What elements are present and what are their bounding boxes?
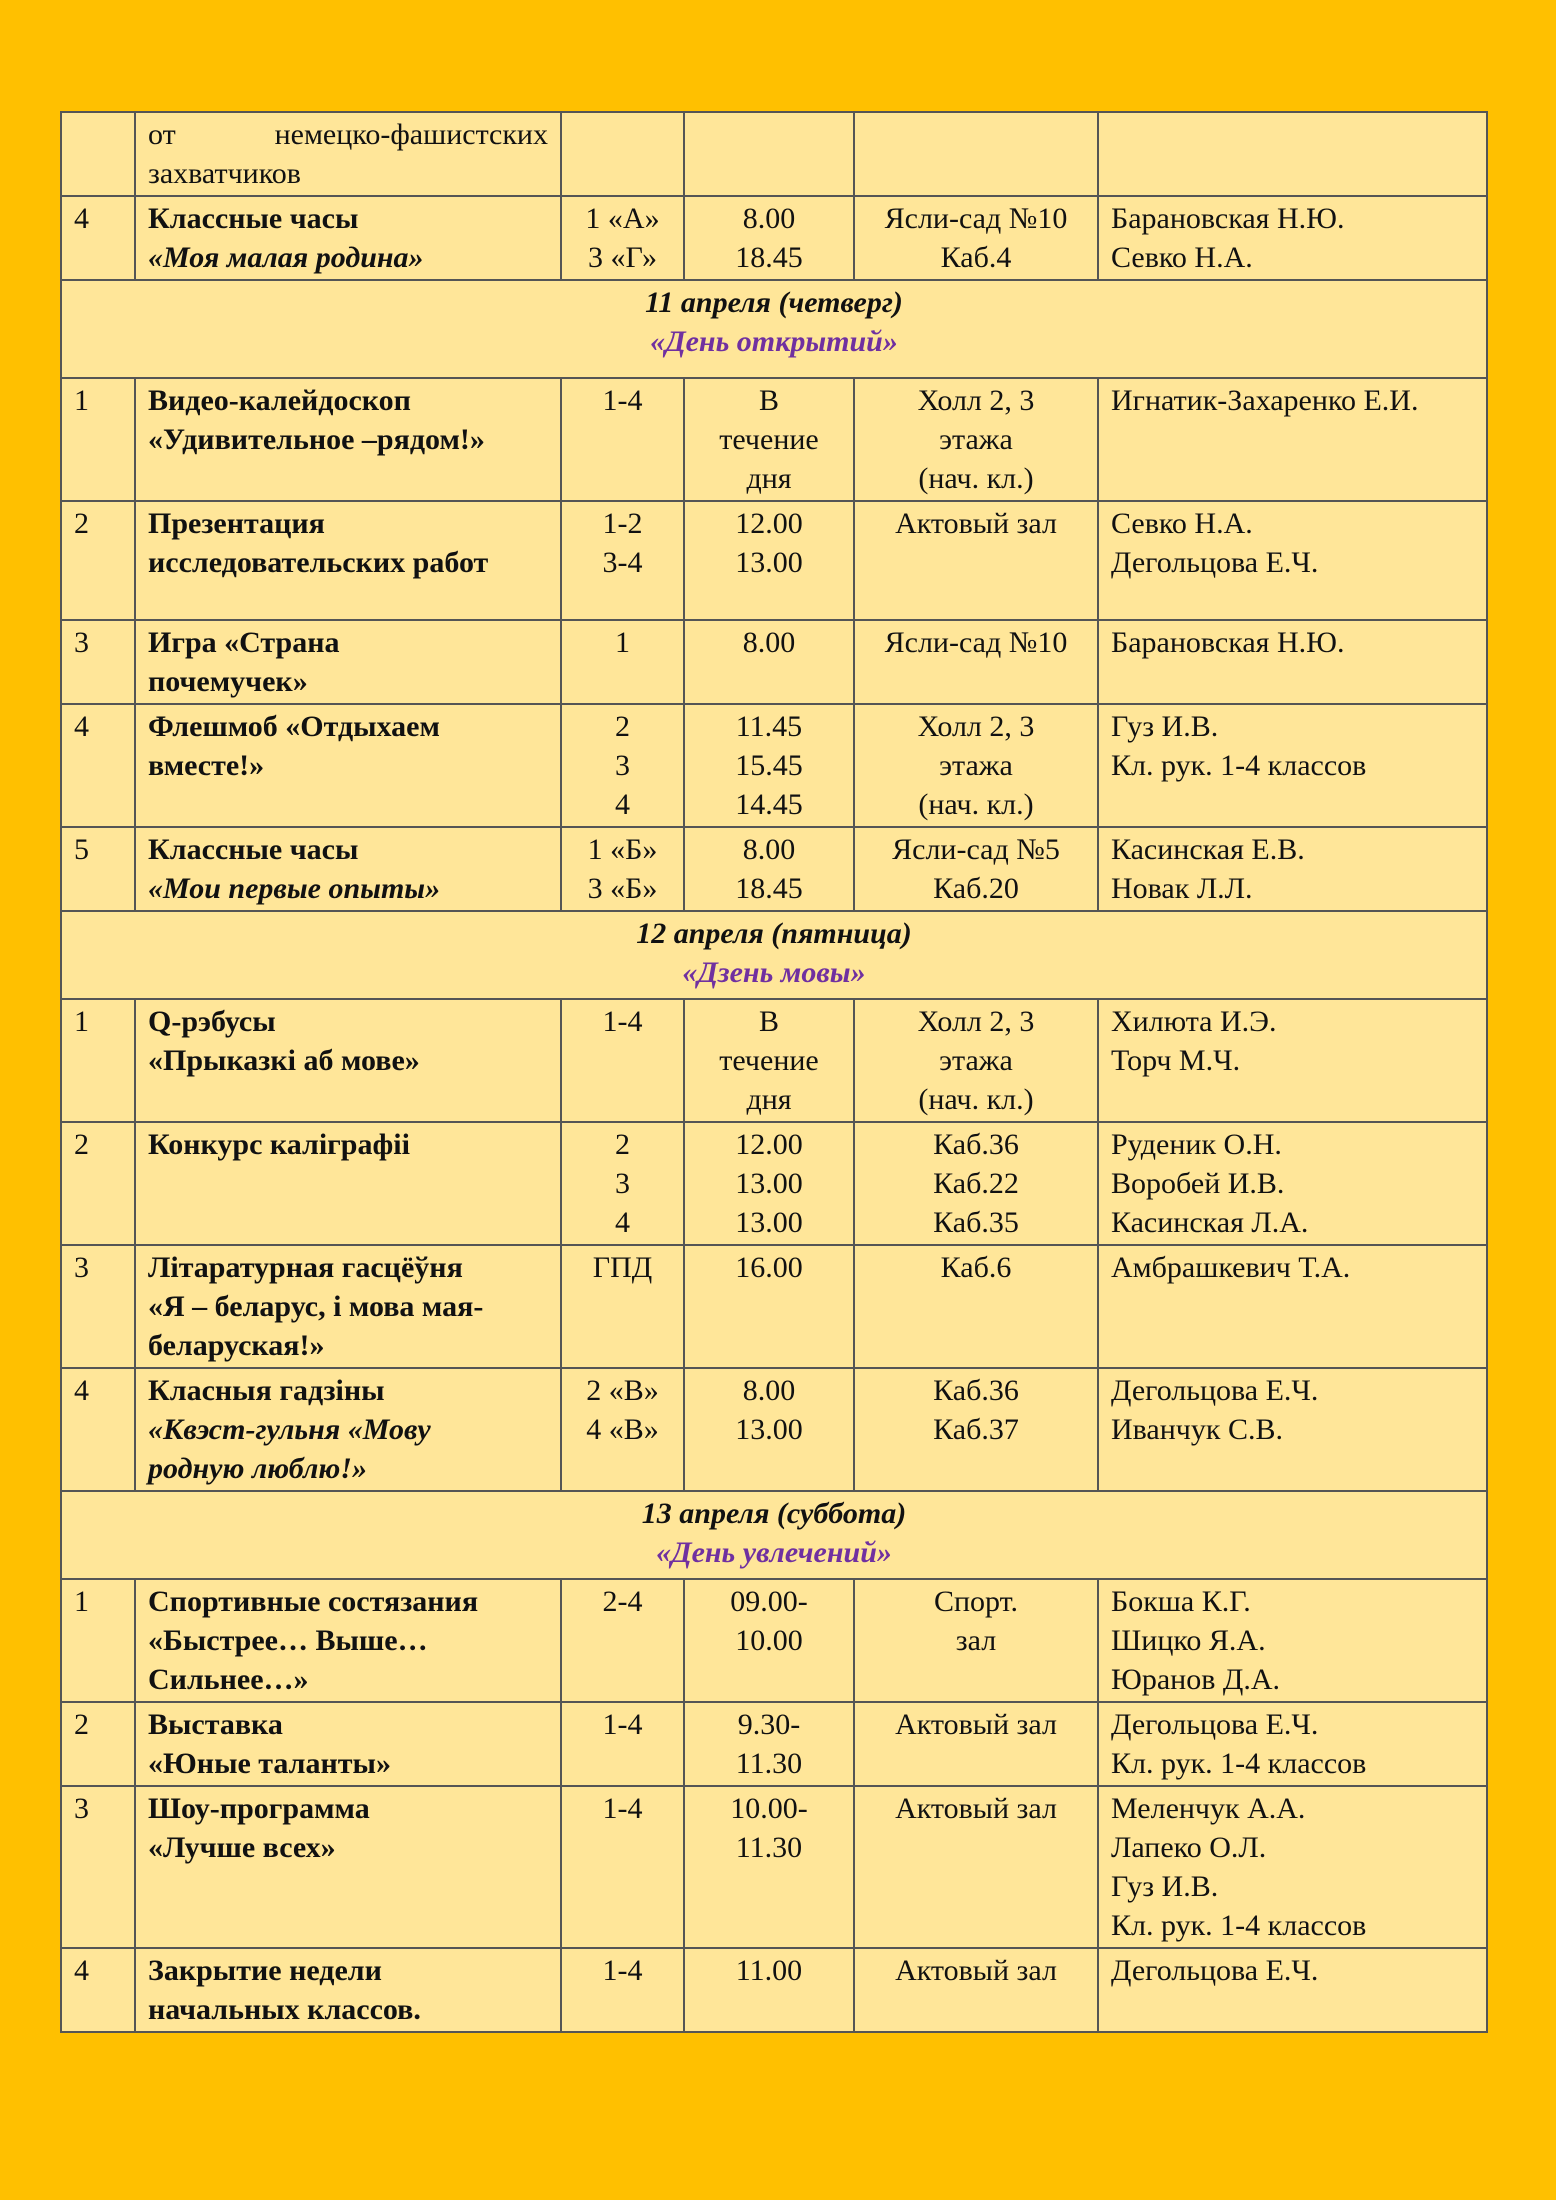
time-cell (684, 1579, 854, 1702)
responsible-line: Гуз И.В. (1111, 1870, 1219, 1903)
grade-cell (561, 1368, 684, 1491)
event-line: Выставка (148, 1708, 283, 1741)
item-number: 3 (61, 1245, 135, 1368)
responsible-line: Барановская Н.Ю. (1111, 202, 1345, 235)
table-row (61, 1786, 1487, 1948)
time-line: 8.00 (742, 202, 796, 235)
time-line: 12.00 (735, 1128, 803, 1161)
responsible-cell (1098, 620, 1487, 704)
grade-cell (561, 1579, 684, 1702)
place-line: зал (955, 1624, 997, 1657)
table-row (61, 1702, 1487, 1786)
grade-line: 3 «Г» (587, 241, 658, 274)
event-line: «Мои первые опыты» (148, 872, 441, 905)
place-cell (854, 620, 1098, 704)
place-cell (854, 1245, 1098, 1368)
place-line: Каб.36 (933, 1128, 1019, 1161)
event-line: Літаратурная гасцёўня (148, 1251, 463, 1284)
event-line: «Быстрее… Выше… (148, 1624, 428, 1657)
place-line: (нач. кл.) (918, 462, 1034, 495)
responsible-cell (1098, 1122, 1487, 1245)
responsible-cell (1098, 999, 1487, 1122)
item-number: 1 (61, 1579, 135, 1702)
event-line: Спортивные состязания (148, 1585, 479, 1618)
time-line: 18.45 (735, 872, 803, 905)
place-cell (854, 999, 1098, 1122)
event-cell (135, 1368, 561, 1491)
responsible-line: Касинская Е.В. (1111, 833, 1305, 866)
responsible-line: Дегольцова Е.Ч. (1111, 1374, 1319, 1407)
event-cell (135, 1786, 561, 1948)
time-line: 09.00- (730, 1585, 808, 1618)
grade-cell (561, 827, 684, 911)
table-row (61, 827, 1487, 911)
responsible-cell (1098, 1786, 1487, 1948)
grade-cell (561, 112, 684, 196)
event-line: Классные часы (148, 833, 359, 866)
grade-cell (561, 501, 684, 620)
item-number: 1 (61, 999, 135, 1122)
table-row (61, 501, 1487, 620)
grade-line: 1 «А» (585, 202, 660, 235)
place-line: Каб.6 (940, 1251, 1012, 1284)
item-number: 5 (61, 827, 135, 911)
place-line: Актовый зал (895, 507, 1057, 540)
place-cell (854, 1368, 1098, 1491)
time-line: 12.00 (735, 507, 803, 540)
grade-line: 2 «В» (586, 1374, 659, 1407)
responsible-line: Барановская Н.Ю. (1111, 626, 1345, 659)
place-line: Ясли-сад №5 (892, 833, 1060, 866)
time-line: В (758, 1005, 779, 1038)
place-cell (854, 501, 1098, 620)
event-line: Закрытие недели (148, 1954, 382, 1987)
place-line: (нач. кл.) (918, 788, 1034, 821)
grade-line: 4 «В» (586, 1413, 659, 1446)
time-line: 13.00 (735, 1413, 803, 1446)
event-line: почемучек» (148, 665, 308, 698)
item-number: 3 (61, 1786, 135, 1948)
responsible-line: Кл. рук. 1-4 классов (1111, 1909, 1367, 1942)
responsible-line: Торч М.Ч. (1111, 1044, 1241, 1077)
place-cell (854, 112, 1098, 196)
place-cell (854, 1702, 1098, 1786)
schedule-table (60, 111, 1488, 2033)
table-row (61, 378, 1487, 501)
day-title: 13 апреля (суббота) (641, 1497, 907, 1530)
day-theme: «День открытий» (650, 325, 898, 358)
responsible-line: Меленчук А.А. (1111, 1792, 1306, 1825)
place-line: Каб.4 (940, 241, 1012, 274)
day-header (61, 911, 1487, 999)
event-cell (135, 827, 561, 911)
time-line: 11.30 (735, 1831, 803, 1864)
grade-cell (561, 704, 684, 827)
responsible-cell (1098, 1948, 1487, 2032)
time-cell (684, 620, 854, 704)
event-line: от немецко-фашистских (148, 118, 548, 151)
grade-cell (561, 1245, 684, 1368)
responsible-cell (1098, 196, 1487, 280)
time-cell (684, 1948, 854, 2032)
day-header-row (61, 911, 1487, 999)
responsible-line: Иванчук С.В. (1111, 1413, 1283, 1446)
time-line: дня (746, 1083, 792, 1116)
responsible-line: Кл. рук. 1-4 классов (1111, 749, 1367, 782)
place-line: Каб.37 (933, 1413, 1019, 1446)
event-line: «Прыказкі аб мове» (148, 1044, 420, 1077)
place-line: Каб.20 (933, 872, 1019, 905)
grade-line: 1-4 (602, 384, 643, 417)
time-cell (684, 999, 854, 1122)
responsible-cell (1098, 112, 1487, 196)
table-row (61, 620, 1487, 704)
time-line: 10.00- (730, 1792, 808, 1825)
event-line: Классные часы (148, 202, 359, 235)
day-title: 11 апреля (четверг) (645, 286, 903, 319)
place-line: Каб.36 (933, 1374, 1019, 1407)
place-line: этажа (939, 749, 1013, 782)
event-line: исследовательских работ (148, 546, 489, 579)
event-line: беларуская!» (148, 1329, 325, 1362)
event-line: Сильнее…» (148, 1663, 309, 1696)
place-line: этажа (939, 423, 1013, 456)
event-line: Класныя гадзіны (148, 1374, 385, 1407)
place-cell (854, 1122, 1098, 1245)
event-line: начальных классов. (148, 1993, 421, 2026)
grade-cell (561, 999, 684, 1122)
table-row (61, 1948, 1487, 2032)
grade-cell (561, 1702, 684, 1786)
table-row (61, 1579, 1487, 1702)
event-line: Q-рэбусы (148, 1005, 276, 1038)
time-line: 13.00 (735, 1206, 803, 1239)
item-number: 4 (61, 1368, 135, 1491)
grade-line: 2-4 (602, 1585, 643, 1618)
time-line: течение (719, 1044, 819, 1077)
place-cell (854, 1579, 1098, 1702)
event-line: захватчиков (148, 157, 301, 190)
grade-cell (561, 1948, 684, 2032)
day-header-row (61, 1491, 1487, 1579)
grade-line: 4 (615, 1206, 630, 1239)
event-line: «Квэст-гульня «Мову (148, 1413, 431, 1446)
grade-line: ГПД (592, 1251, 653, 1284)
event-cell (135, 196, 561, 280)
place-line: Актовый зал (895, 1708, 1057, 1741)
day-theme: «Дзень мовы» (682, 956, 866, 989)
responsible-line: Дегольцова Е.Ч. (1111, 1954, 1319, 1987)
place-line: Каб.22 (933, 1167, 1019, 1200)
table-row (61, 112, 1487, 196)
grade-line: 1-4 (602, 1708, 643, 1741)
time-cell (684, 704, 854, 827)
event-cell (135, 704, 561, 827)
table-row (61, 1368, 1487, 1491)
time-line: 9.30- (737, 1708, 801, 1741)
responsible-line: Бокша К.Г. (1111, 1585, 1251, 1618)
event-cell (135, 1579, 561, 1702)
responsible-cell (1098, 378, 1487, 501)
responsible-line: Воробей И.В. (1111, 1167, 1285, 1200)
place-line: Актовый зал (895, 1792, 1057, 1825)
place-line: этажа (939, 1044, 1013, 1077)
table-row (61, 196, 1487, 280)
grade-line: 1-4 (602, 1792, 643, 1825)
event-cell (135, 999, 561, 1122)
table-row (61, 1122, 1487, 1245)
grade-line: 3-4 (602, 546, 643, 579)
grade-line: 3 (615, 1167, 630, 1200)
responsible-cell (1098, 704, 1487, 827)
place-line: (нач. кл.) (918, 1083, 1034, 1116)
responsible-line: Хилюта И.Э. (1111, 1005, 1277, 1038)
event-cell (135, 501, 561, 620)
place-cell (854, 827, 1098, 911)
place-line: Холл 2, 3 (917, 1005, 1035, 1038)
grade-cell (561, 620, 684, 704)
event-line: Игра «Страна (148, 626, 340, 659)
responsible-cell (1098, 1702, 1487, 1786)
place-cell (854, 1786, 1098, 1948)
time-line: течение (719, 423, 819, 456)
time-cell (684, 1122, 854, 1245)
event-line: «Удивительное –рядом!» (148, 423, 485, 456)
responsible-line: Севко Н.А. (1111, 241, 1253, 274)
day-title: 12 апреля (пятница) (636, 917, 912, 950)
responsible-cell (1098, 1368, 1487, 1491)
time-line: 15.45 (735, 749, 803, 782)
grade-line: 2 (615, 1128, 630, 1161)
time-cell (684, 827, 854, 911)
grade-line: 1-4 (602, 1954, 643, 1987)
item-number: 4 (61, 704, 135, 827)
time-line: 16.00 (735, 1251, 803, 1284)
event-cell (135, 1245, 561, 1368)
item-number: 2 (61, 1702, 135, 1786)
event-cell (135, 1948, 561, 2032)
grade-line: 2 (615, 710, 630, 743)
event-line: «Я – беларус, і мова мая- (148, 1290, 484, 1323)
place-line: Актовый зал (895, 1954, 1057, 1987)
responsible-line: Касинская Л.А. (1111, 1206, 1309, 1239)
responsible-line: Амбрашкевич Т.А. (1111, 1251, 1351, 1284)
item-number: 2 (61, 1122, 135, 1245)
day-header (61, 280, 1487, 378)
responsible-cell (1098, 827, 1487, 911)
place-line: Холл 2, 3 (917, 710, 1035, 743)
event-line: родную люблю!» (148, 1452, 367, 1485)
grade-line: 1-4 (602, 1005, 643, 1038)
responsible-line: Шицко Я.А. (1111, 1624, 1266, 1657)
responsible-cell (1098, 1579, 1487, 1702)
time-line: 8.00 (742, 1374, 796, 1407)
time-line: 11.30 (735, 1747, 803, 1780)
item-number: 4 (61, 196, 135, 280)
responsible-line: Новак Л.Л. (1111, 872, 1253, 905)
place-cell (854, 704, 1098, 827)
grade-cell (561, 1122, 684, 1245)
event-line: Видео-калейдоскоп (148, 384, 411, 417)
event-cell (135, 112, 561, 196)
responsible-line: Игнатик-Захаренко Е.И. (1111, 384, 1419, 417)
responsible-line: Лапеко О.Л. (1111, 1831, 1267, 1864)
place-line: Спорт. (933, 1585, 1019, 1618)
time-cell (684, 112, 854, 196)
event-cell (135, 1122, 561, 1245)
event-line: «Моя малая родина» (148, 241, 424, 274)
responsible-cell (1098, 1245, 1487, 1368)
time-line: 13.00 (735, 1167, 803, 1200)
responsible-line: Дегольцова Е.Ч. (1111, 546, 1319, 579)
responsible-cell (1098, 501, 1487, 620)
item-number (61, 112, 135, 196)
grade-cell (561, 1786, 684, 1948)
place-line: Ясли-сад №10 (884, 626, 1068, 659)
grade-line: 1 (615, 626, 630, 659)
responsible-line: Руденик О.Н. (1111, 1128, 1282, 1161)
time-line: 18.45 (735, 241, 803, 274)
time-cell (684, 1702, 854, 1786)
event-line: Шоу-программа (148, 1792, 370, 1825)
place-line: Каб.35 (933, 1206, 1019, 1239)
responsible-line: Севко Н.А. (1111, 507, 1253, 540)
table-row (61, 704, 1487, 827)
time-cell (684, 1368, 854, 1491)
schedule-sheet (60, 111, 1486, 2033)
time-line: 14.45 (735, 788, 803, 821)
item-number: 1 (61, 378, 135, 501)
grade-line: 4 (615, 788, 630, 821)
responsible-line: Юранов Д.А. (1111, 1663, 1280, 1696)
table-row (61, 999, 1487, 1122)
event-line: «Юные таланты» (148, 1747, 391, 1780)
grade-line: 3 (615, 749, 630, 782)
time-cell (684, 378, 854, 501)
grade-cell (561, 378, 684, 501)
time-line: дня (746, 462, 792, 495)
event-cell (135, 1702, 561, 1786)
place-cell (854, 378, 1098, 501)
event-line: Презентация (148, 507, 325, 540)
responsible-line: Кл. рук. 1-4 классов (1111, 1747, 1367, 1780)
time-line: 11.45 (735, 710, 803, 743)
time-line: 10.00 (735, 1624, 803, 1657)
event-line: «Лучше всех» (148, 1831, 336, 1864)
grade-line: 1 «Б» (587, 833, 658, 866)
event-line: вместе!» (148, 749, 265, 782)
time-line: В (758, 384, 779, 417)
time-cell (684, 1245, 854, 1368)
item-number: 2 (61, 501, 135, 620)
event-line: Конкурс каліграфіі (148, 1128, 410, 1161)
day-header (61, 1491, 1487, 1579)
grade-cell (561, 196, 684, 280)
schedule-body (61, 112, 1487, 2032)
place-line: Холл 2, 3 (917, 384, 1035, 417)
time-cell (684, 196, 854, 280)
place-cell (854, 196, 1098, 280)
time-line: 13.00 (735, 546, 803, 579)
responsible-line: Дегольцова Е.Ч. (1111, 1708, 1319, 1741)
item-number: 4 (61, 1948, 135, 2032)
grade-line: 3 «Б» (587, 872, 658, 905)
day-theme: «День увлечений» (656, 1536, 892, 1569)
event-line: Флешмоб «Отдыхаем (148, 710, 440, 743)
time-cell (684, 501, 854, 620)
place-cell (854, 1948, 1098, 2032)
day-header-row (61, 280, 1487, 378)
responsible-line: Гуз И.В. (1111, 710, 1219, 743)
place-line: Ясли-сад №10 (884, 202, 1068, 235)
time-line: 11.00 (735, 1954, 803, 1987)
grade-line: 1-2 (602, 507, 643, 540)
event-cell (135, 378, 561, 501)
table-row (61, 1245, 1487, 1368)
event-cell (135, 620, 561, 704)
item-number: 3 (61, 620, 135, 704)
time-cell (684, 1786, 854, 1948)
time-line: 8.00 (742, 833, 796, 866)
time-line: 8.00 (742, 626, 796, 659)
